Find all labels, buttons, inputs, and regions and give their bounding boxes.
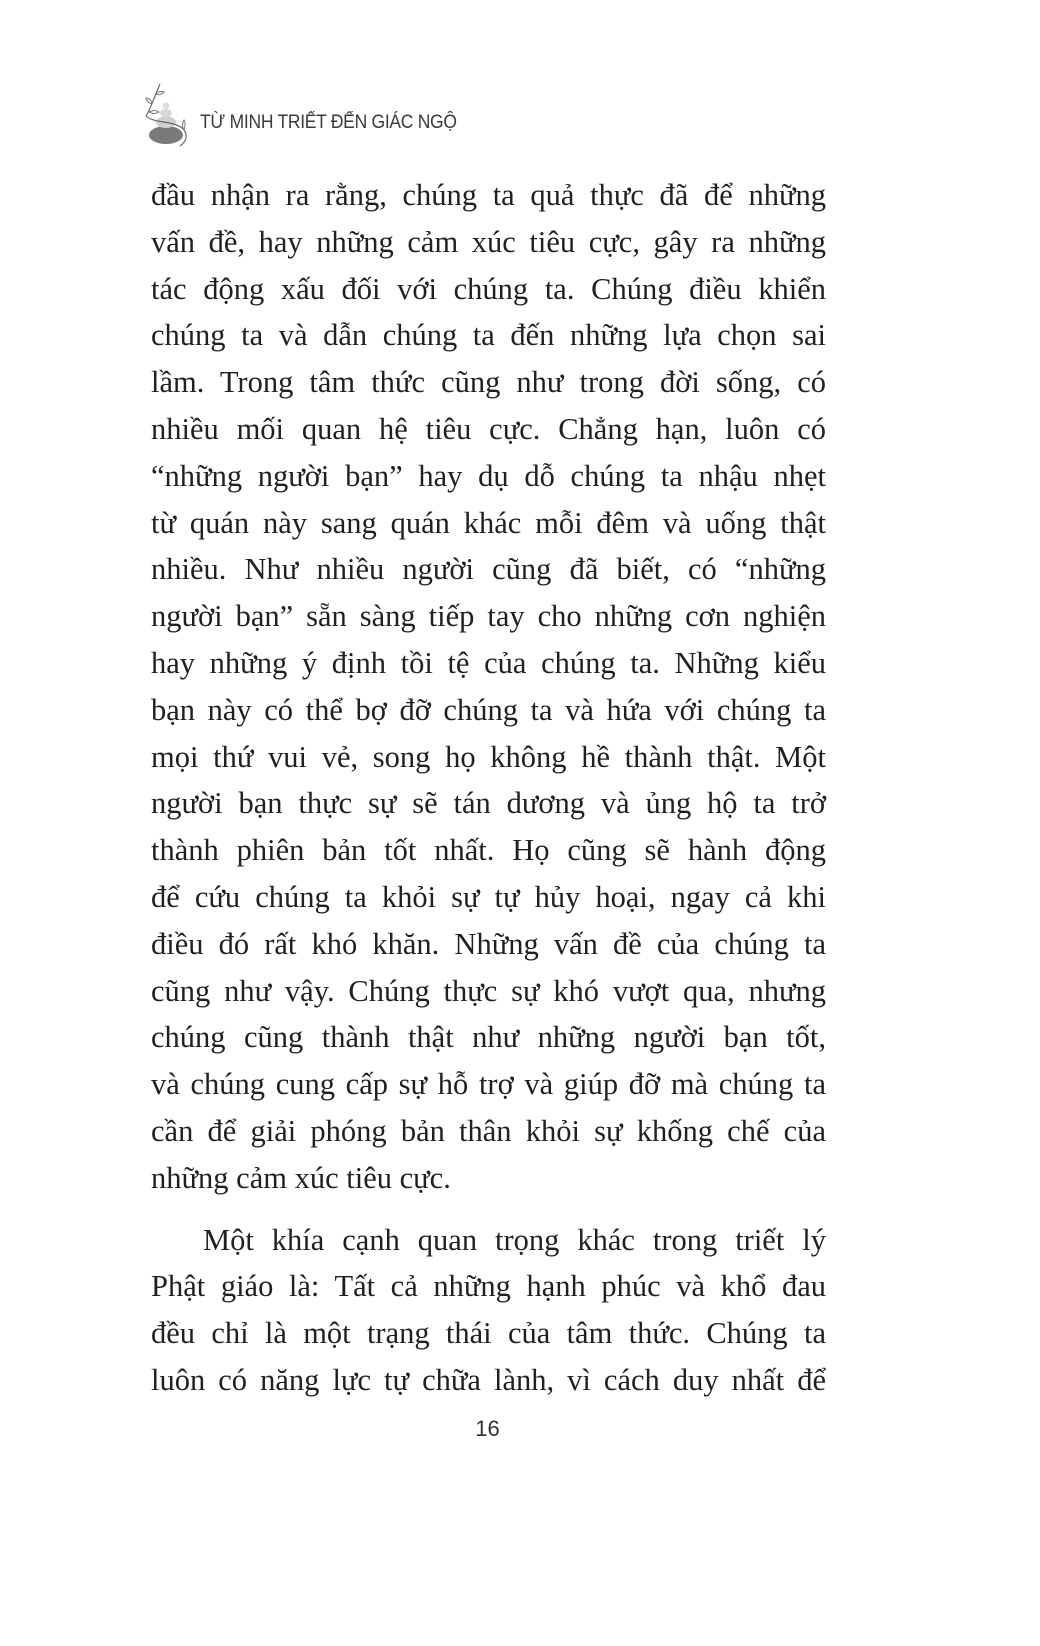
text-line: vấn đề, hay những cảm xúc tiêu cực, gây ra những	[151, 224, 826, 259]
text-line: để cứu chúng ta khỏi sự tự hủy hoại, ngay cả khi	[151, 879, 826, 914]
text-line: Một khía cạnh quan trọng khác trong triết lý	[203, 1222, 826, 1257]
paragraph	[151, 1217, 826, 1404]
text-line: từ quán này sang quán khác mỗi đêm và uống thật	[151, 505, 826, 540]
text-line: chúng cũng thành thật như những người bạn tốt,	[151, 1020, 826, 1055]
text-line: thành phiên bản tốt nhất. Họ cũng sẽ hành động	[151, 833, 826, 868]
text-line: nhiều mối quan hệ tiêu cực. Chẳng hạn, luôn có	[151, 411, 826, 446]
page-body	[151, 172, 826, 1404]
text-line: lầm. Trong tâm thức cũng như trong đời sống, có	[151, 365, 826, 400]
text-line: những cảm xúc tiêu cực.	[151, 1160, 451, 1195]
text-line: hay những ý định tồi tệ của chúng ta. Những kiểu	[151, 645, 826, 680]
text-line: luôn có năng lực tự chữa lành, vì cách duy nhất để	[151, 1362, 826, 1397]
text-line: đầu nhận ra rằng, chúng ta quả thực đã để những	[151, 178, 826, 212]
text-line: đều chỉ là một trạng thái của tâm thức. Chúng ta	[151, 1316, 826, 1351]
text-line: bạn này có thể bợ đỡ chúng ta và hứa với chúng ta	[151, 692, 826, 727]
running-header	[140, 78, 479, 148]
text-line: nhiều. Như nhiều người cũng đã biết, có “những	[151, 552, 826, 587]
text-line: tác động xấu đối với chúng ta. Chúng điều khiển	[151, 271, 826, 306]
running-title: TỪ MINH TRIẾT ĐẾN GIÁC NGỘ	[200, 112, 457, 133]
text-line: mọi thứ vui vẻ, song họ không hề thành thật. Một	[151, 739, 826, 774]
text-line: Phật giáo là: Tất cả những hạnh phúc và khổ đau	[151, 1269, 826, 1304]
text-line: cần để giải phóng bản thân khỏi sự khống chế của	[151, 1113, 826, 1148]
text-line: và chúng cung cấp sự hỗ trợ và giúp đỡ mà chúng ta	[151, 1067, 826, 1102]
logo-icon	[140, 80, 192, 148]
text-line: “những người bạn” hay dụ dỗ chúng ta nhậu nhẹt	[151, 458, 826, 493]
page-number: 16	[475, 1416, 500, 1441]
paragraph	[151, 172, 826, 1202]
text-line: người bạn thực sự sẽ tán dương và ủng hộ ta trở	[151, 786, 826, 821]
text-line: cũng như vậy. Chúng thực sự khó vượt qua, nhưng	[151, 973, 826, 1008]
text-line: chúng ta và dẫn chúng ta đến những lựa chọn sai	[151, 318, 826, 353]
text-line: người bạn” sẵn sàng tiếp tay cho những cơn nghiện	[151, 599, 826, 634]
text-line: điều đó rất khó khăn. Những vấn đề của chúng ta	[151, 926, 826, 961]
